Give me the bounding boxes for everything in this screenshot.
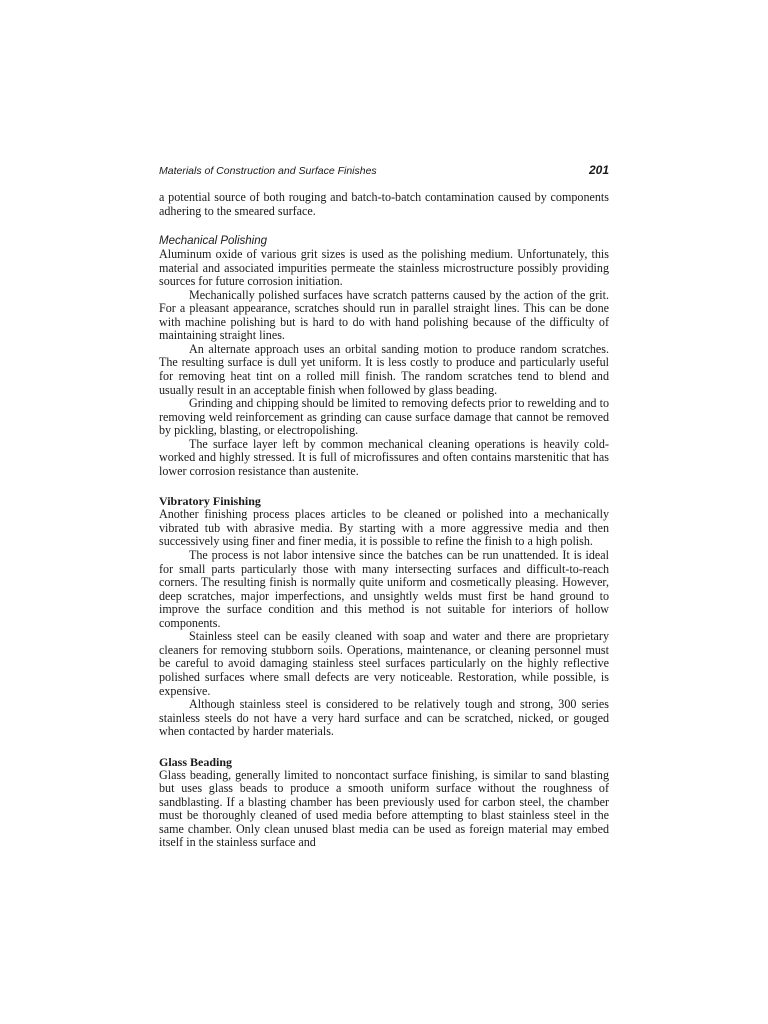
intro-paragraph: a potential source of both rouging and batch-to-batch contamination caused by components adhering to the smeared surface. bbox=[159, 190, 609, 218]
running-head-title: Materials of Construction and Surface Finishes bbox=[159, 165, 377, 177]
paragraph: Stainless steel can be easily cleaned with soap and water and there are proprietary cleaners for removing stubborn soils. Operations, maintenance, or cleaning personnel must be careful to avoid damaging stainless steel surfaces particularly on the highly reflective polished surfaces where small defects are very noticeable. Restoration, while possible, is expensive. bbox=[159, 629, 609, 698]
paragraph: Glass beading, generally limited to noncontact surface finishing, is similar to sand blasting but uses glass beads to produce a smooth uniform surface without the roughness of sandblasting. If a blasting chamber has been previously used for carbon steel, the chamber must be thoroughly cleaned of used media before attempting to blast stainless steel in the same chamber. Only clean unused blast media can be used as foreign material may embed itself in the stainless surface and bbox=[159, 767, 609, 850]
paragraph: The process is not labor intensive since the batches can be run unattended. It is ideal for small parts particularly those with many intersecting surfaces and difficult-to-reach corners. The resulting finish is normally quite uniform and cosmetically pleasing. However, deep scratches, major imperfections, and unsightly welds must first be hand ground to improve the surface condition and this method is not suitable for interiors of hollow components. bbox=[159, 548, 609, 630]
paragraph: The surface layer left by common mechanical cleaning operations is heavily cold-worked and highly stressed. It is full of microfissures and often contains marstenitic that has lower corrosion resistance than austenite. bbox=[159, 436, 609, 478]
running-head bbox=[159, 164, 609, 180]
paragraph: An alternate approach uses an orbital sanding motion to produce random scratches. The resulting surface is dull yet uniform. It is less costly to produce and particularly useful for removing heat tint on a rolled mill finish. The random scratches tend to blend and usually result in an acceptable finish when followed by glass beading. bbox=[159, 341, 609, 397]
paragraph: Although stainless steel is considered to be relatively tough and strong, 300 series stainless steels do not have a very hard surface and can be scratched, nicked, or gouged when contacted by harder materials. bbox=[159, 697, 609, 739]
body-text bbox=[159, 191, 609, 850]
section-heading-glass-beading: Glass Beading bbox=[159, 754, 233, 769]
paragraph: Grinding and chipping should be limited to removing defects prior to rewelding and to removing weld reinforcement as grinding can cause surface damage that cannot be removed by pickling, blasting, or electropolishing. bbox=[159, 396, 609, 438]
paragraph: Another finishing process places articles to be cleaned or polished into a mechanically vibrated tub with abrasive media. By starting with a more aggressive media and then successively using finer and finer media, it is possible to refine the finish to a high polish. bbox=[159, 507, 609, 549]
section-heading-mechanical-polishing: Mechanical Polishing bbox=[159, 235, 268, 248]
paragraph: Mechanically polished surfaces have scratch patterns caused by the action of the grit. For a pleasant appearance, scratches should run in parallel straight lines. This can be done with machine polishing but is hard to do with hand polishing because of the difficulty of maintaining straight lines. bbox=[159, 287, 609, 343]
page-number: 201 bbox=[588, 163, 609, 177]
paragraph: Aluminum oxide of various grit sizes is used as the polishing medium. Unfortunately, this material and associated impurities permeate the stainless microstructure possibly providing sources for future corrosion initiation. bbox=[159, 247, 609, 289]
section-heading-vibratory-finishing: Vibratory Finishing bbox=[159, 494, 261, 509]
